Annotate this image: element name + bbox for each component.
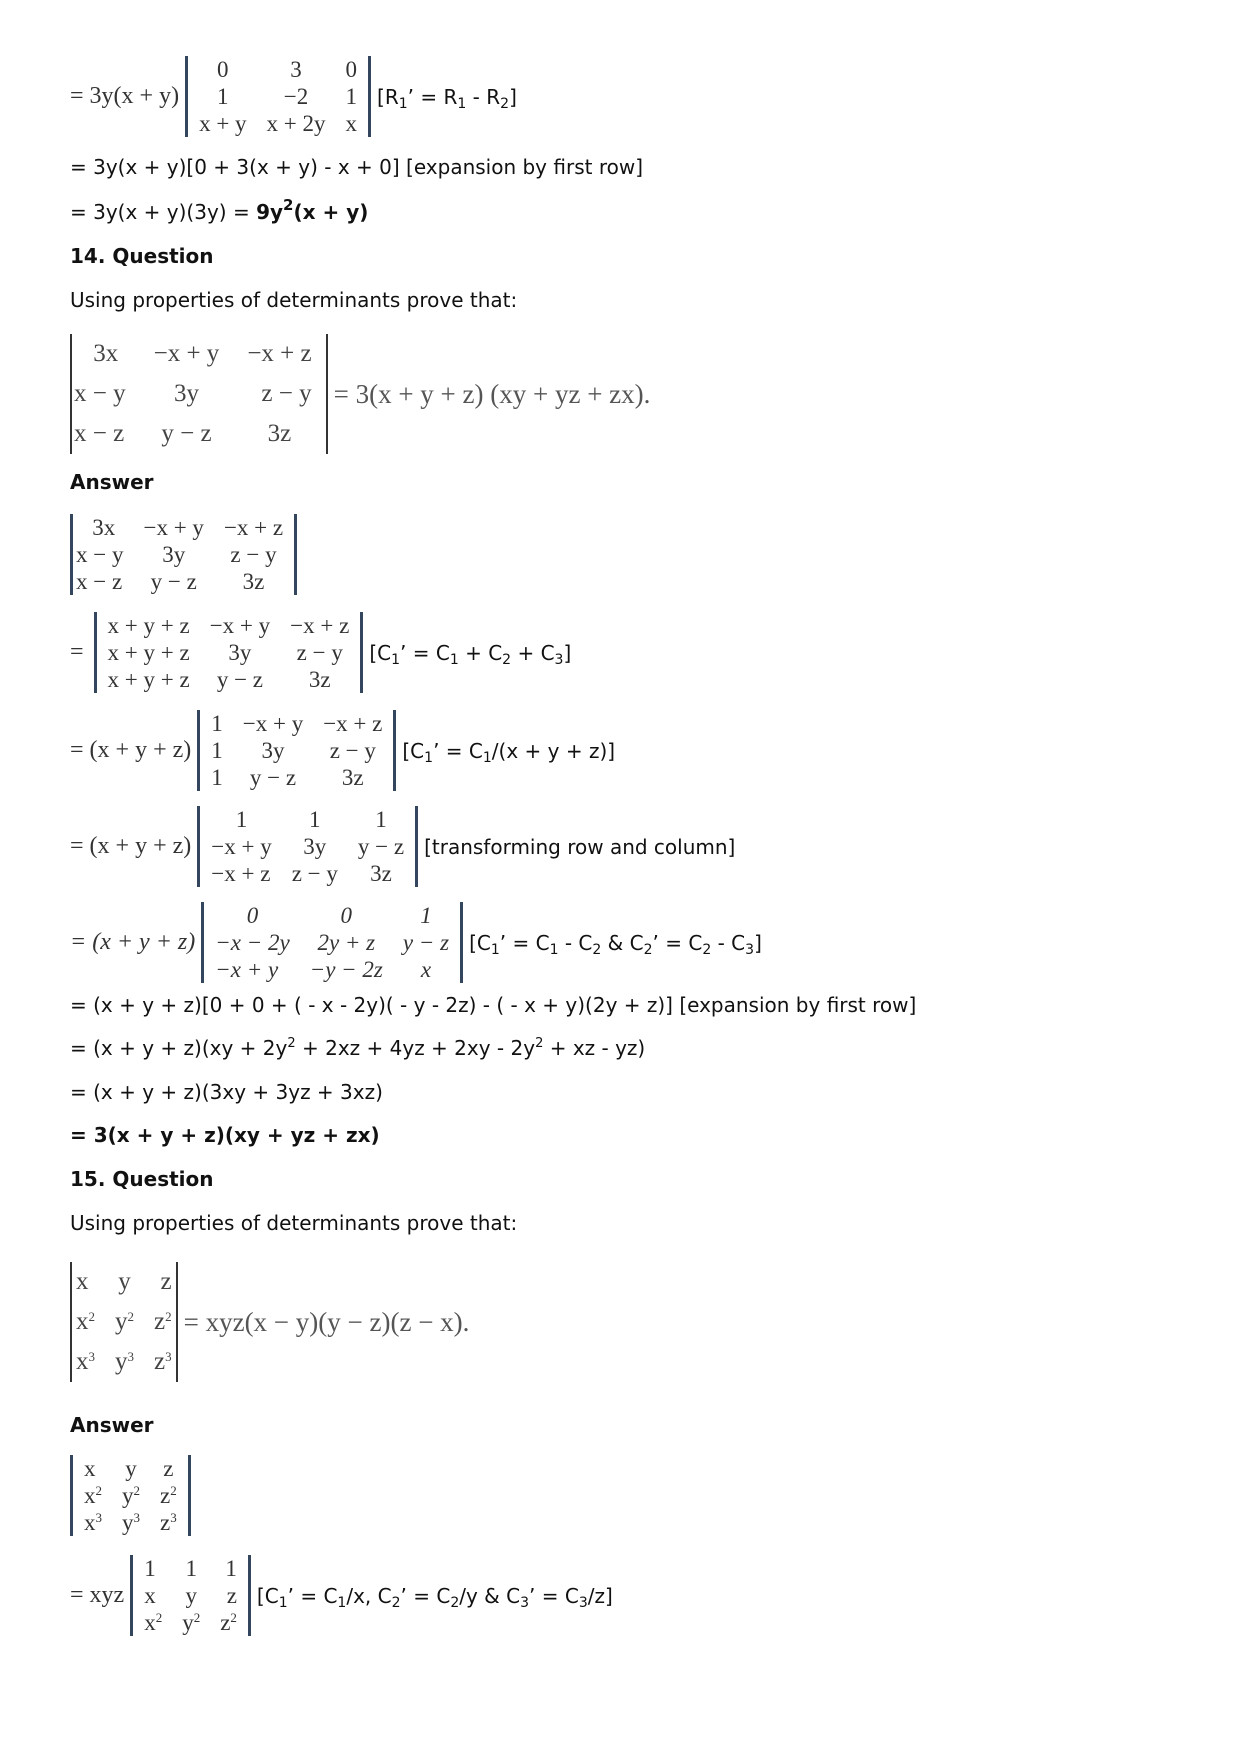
- matrix-cell: y − z: [161, 420, 212, 447]
- q15-answer-start: [70, 1455, 191, 1536]
- matrix-cell: −x + z: [211, 861, 271, 886]
- determinant-matrix: [197, 806, 418, 887]
- matrix-cell: 3z: [370, 861, 392, 886]
- statement-rhs: = 3(x + y + z) (xy + yz + zx).: [333, 378, 651, 409]
- matrix-cell: 1: [375, 807, 387, 832]
- q14-step-3: = (x + y + z) 1 1 1 −x + y 3y y − z −x + z z − y 3z [transforming row and column]: [70, 807, 736, 886]
- matrix-cell: −x + z: [290, 613, 350, 638]
- determinant-matrix: x y z $x^2$ $y^2$ $z^2$ $x^3$ $y^3$ $z^3$: [70, 1455, 191, 1536]
- matrix-cell: 1: [309, 807, 321, 832]
- matrix-cell: y − z: [216, 667, 264, 692]
- q14-step-2: = (x + y + z) 1 −x + y −x + z 1 3y z − y 1 y − z 3z [$C_1$’ = $C_1/(x + y + z)$]: [70, 711, 616, 790]
- q15-step-1: = xyz 1 1 1 x y z $x^2$ $y^2$ $z^2$ [$C_1$’ = $C_1/x$, $C_2$’ = $C_2/y$ & $C_3$’ = $C_3/z$]: [70, 1556, 613, 1635]
- determinant-matrix: [70, 334, 328, 454]
- operation-note: [transforming row and column]: [424, 834, 736, 859]
- question-14-prompt: Using properties of determinants prove that:: [70, 288, 518, 312]
- question-14-answer-label: Answer: [70, 470, 154, 494]
- matrix-cell: −x + y: [209, 613, 271, 638]
- matrix-cell: y − z: [249, 765, 297, 790]
- q14-answer-start: [70, 514, 297, 595]
- matrix-cell: z − y: [291, 861, 338, 886]
- matrix-cell: 1: [211, 711, 223, 736]
- matrix-cell: y − z: [357, 834, 405, 859]
- matrix-cell: x + y: [199, 111, 247, 136]
- question-15-prompt: Using properties of determinants prove that:: [70, 1211, 518, 1235]
- matrix-cell: z − y: [296, 640, 343, 665]
- q14-step-1: = x + y + z −x + y −x + z x + y + z 3y z − y x + y + z y − z 3z [$C_1$’ = $C_1 + C_2 + C_3$]: [70, 613, 572, 692]
- matrix-cell: x − y: [76, 542, 124, 567]
- matrix-cell: 0: [340, 903, 353, 928]
- matrix-cell: 3y: [162, 542, 186, 567]
- matrix-cell: 0: [345, 57, 358, 82]
- matrix-cell: x: [345, 111, 358, 136]
- determinant-matrix: [94, 612, 364, 693]
- question-15-statement: [70, 1262, 469, 1382]
- matrix-cell: −2: [283, 84, 309, 109]
- q13-step-2: = 3y(x + y)[0 + 3(x + y) - x + 0] [expansion by first row]: [70, 155, 643, 179]
- question-15-heading: 15. Question: [70, 1167, 214, 1191]
- q13-result: = $3y(x + y)(3y) = 9y^2(x + y)$: [70, 196, 369, 224]
- operation-note: [$C_1$’ = $C_1 - C_2$ & $C_2$’ = $C_2 - C_3$]: [469, 930, 762, 958]
- matrix-cell: 3x: [92, 515, 116, 540]
- matrix-cell: 3z: [341, 765, 364, 790]
- q14-step-5: = (x + y + z)[0 + 0 + ( - x - 2y)( - y - 2z) - ( - x + y)(2y + z)] [expansion by first row]: [70, 993, 917, 1017]
- matrix-cell: −x + z: [323, 711, 383, 736]
- operation-note: [$C_1$’ = $C_1/(x + y + z)$]: [402, 738, 616, 766]
- matrix-cell: −x − 2y: [215, 930, 290, 955]
- matrix-cell: 1: [211, 738, 223, 763]
- q14-final-answer: = 3(x + y + z)(xy + yz + zx): [70, 1123, 380, 1147]
- q14-step-7: = (x + y + z)(3xy + 3yz + 3xz): [70, 1080, 383, 1104]
- matrix-cell: 1: [420, 903, 432, 928]
- q13-final-answer: $9y^2(x + y)$: [256, 196, 369, 224]
- matrix-cell: y − z: [402, 930, 450, 955]
- q13-step-1: [70, 56, 517, 137]
- determinant-matrix: [197, 710, 396, 791]
- determinant-matrix: [185, 56, 371, 137]
- matrix-cell: 3z: [308, 667, 331, 692]
- matrix-cell: 3z: [242, 569, 265, 594]
- matrix-cell: −x + y: [215, 957, 279, 982]
- matrix-cell: 3y: [261, 738, 285, 763]
- matrix-cell: −x + y: [211, 834, 272, 859]
- equation-prefix: = 3y(x + y): [70, 83, 180, 109]
- determinant-matrix: 1 1 1 x y z $x^2$ $y^2$ $z^2$: [130, 1555, 251, 1636]
- matrix-cell: −x + y: [153, 340, 220, 367]
- matrix-cell: x − y: [74, 380, 126, 407]
- matrix-cell: x − z: [76, 569, 123, 594]
- question-14-heading: 14. Question: [70, 244, 214, 268]
- matrix-cell: 1: [345, 84, 358, 109]
- matrix-cell: 3x: [93, 340, 119, 367]
- determinant-matrix: [70, 514, 297, 595]
- matrix-cell: 3y: [228, 640, 252, 665]
- matrix-cell: 0: [246, 903, 259, 928]
- question-15-answer-label: Answer: [70, 1413, 154, 1437]
- matrix-cell: −x + z: [247, 340, 312, 367]
- matrix-cell: 3: [290, 57, 302, 82]
- matrix-cell: x + y + z: [107, 613, 190, 638]
- question-14-statement: [70, 334, 650, 454]
- matrix-cell: −y − 2z: [309, 957, 383, 982]
- operation-note: [$C_1$’ = $C_1 + C_2 + C_3$]: [369, 640, 572, 668]
- matrix-cell: 3y: [303, 834, 327, 859]
- matrix-cell: x: [420, 957, 432, 982]
- matrix-cell: z − y: [261, 380, 312, 407]
- matrix-cell: 1: [235, 807, 248, 832]
- matrix-cell: x + y + z: [107, 640, 190, 665]
- matrix-cell: x + 2y: [266, 111, 326, 136]
- matrix-cell: −x + z: [223, 515, 284, 540]
- matrix-cell: 1: [211, 765, 223, 790]
- determinant-matrix: [201, 902, 463, 983]
- q14-step-6: = $(x + y + z)(xy + 2y^2 + 2xz + 4yz + 2xy - 2y^2$ + xz - yz): [70, 1036, 646, 1060]
- determinant-matrix: x y z $x^2$ $y^2$ $z^2$ $x^3$ $y^3$ $z^3$: [70, 1262, 178, 1382]
- matrix-cell: 2y + z: [317, 930, 376, 955]
- matrix-cell: 3y: [173, 380, 199, 407]
- matrix-cell: z − y: [230, 542, 277, 567]
- matrix-cell: 0: [217, 57, 229, 82]
- matrix-cell: −x + y: [242, 711, 304, 736]
- matrix-cell: y − z: [150, 569, 197, 594]
- statement-rhs: = xyz(x − y)(y − z)(z − x).: [183, 1306, 470, 1337]
- matrix-cell: −x + y: [143, 515, 204, 540]
- matrix-cell: 3z: [267, 420, 292, 447]
- q14-step-4: = (x + y + z) 0 0 1 −x − 2y 2y + z y − z −x + y −y − 2z x [$C_1$’ = $C_1 - C_2$ & $C_2$’ = $C_2 - C_3$]: [70, 903, 762, 982]
- matrix-cell: x − z: [74, 420, 125, 447]
- operation-note: [$C_1$’ = $C_1/x$, $C_2$’ = $C_2/y$ & $C_3$’ = $C_3/z$]: [256, 1583, 613, 1611]
- matrix-cell: x + y + z: [107, 667, 190, 692]
- matrix-cell: z − y: [329, 738, 376, 763]
- matrix-cell: 1: [217, 84, 229, 109]
- operation-note: [$R_1$’ = $R_1 - R_2$]: [377, 84, 517, 112]
